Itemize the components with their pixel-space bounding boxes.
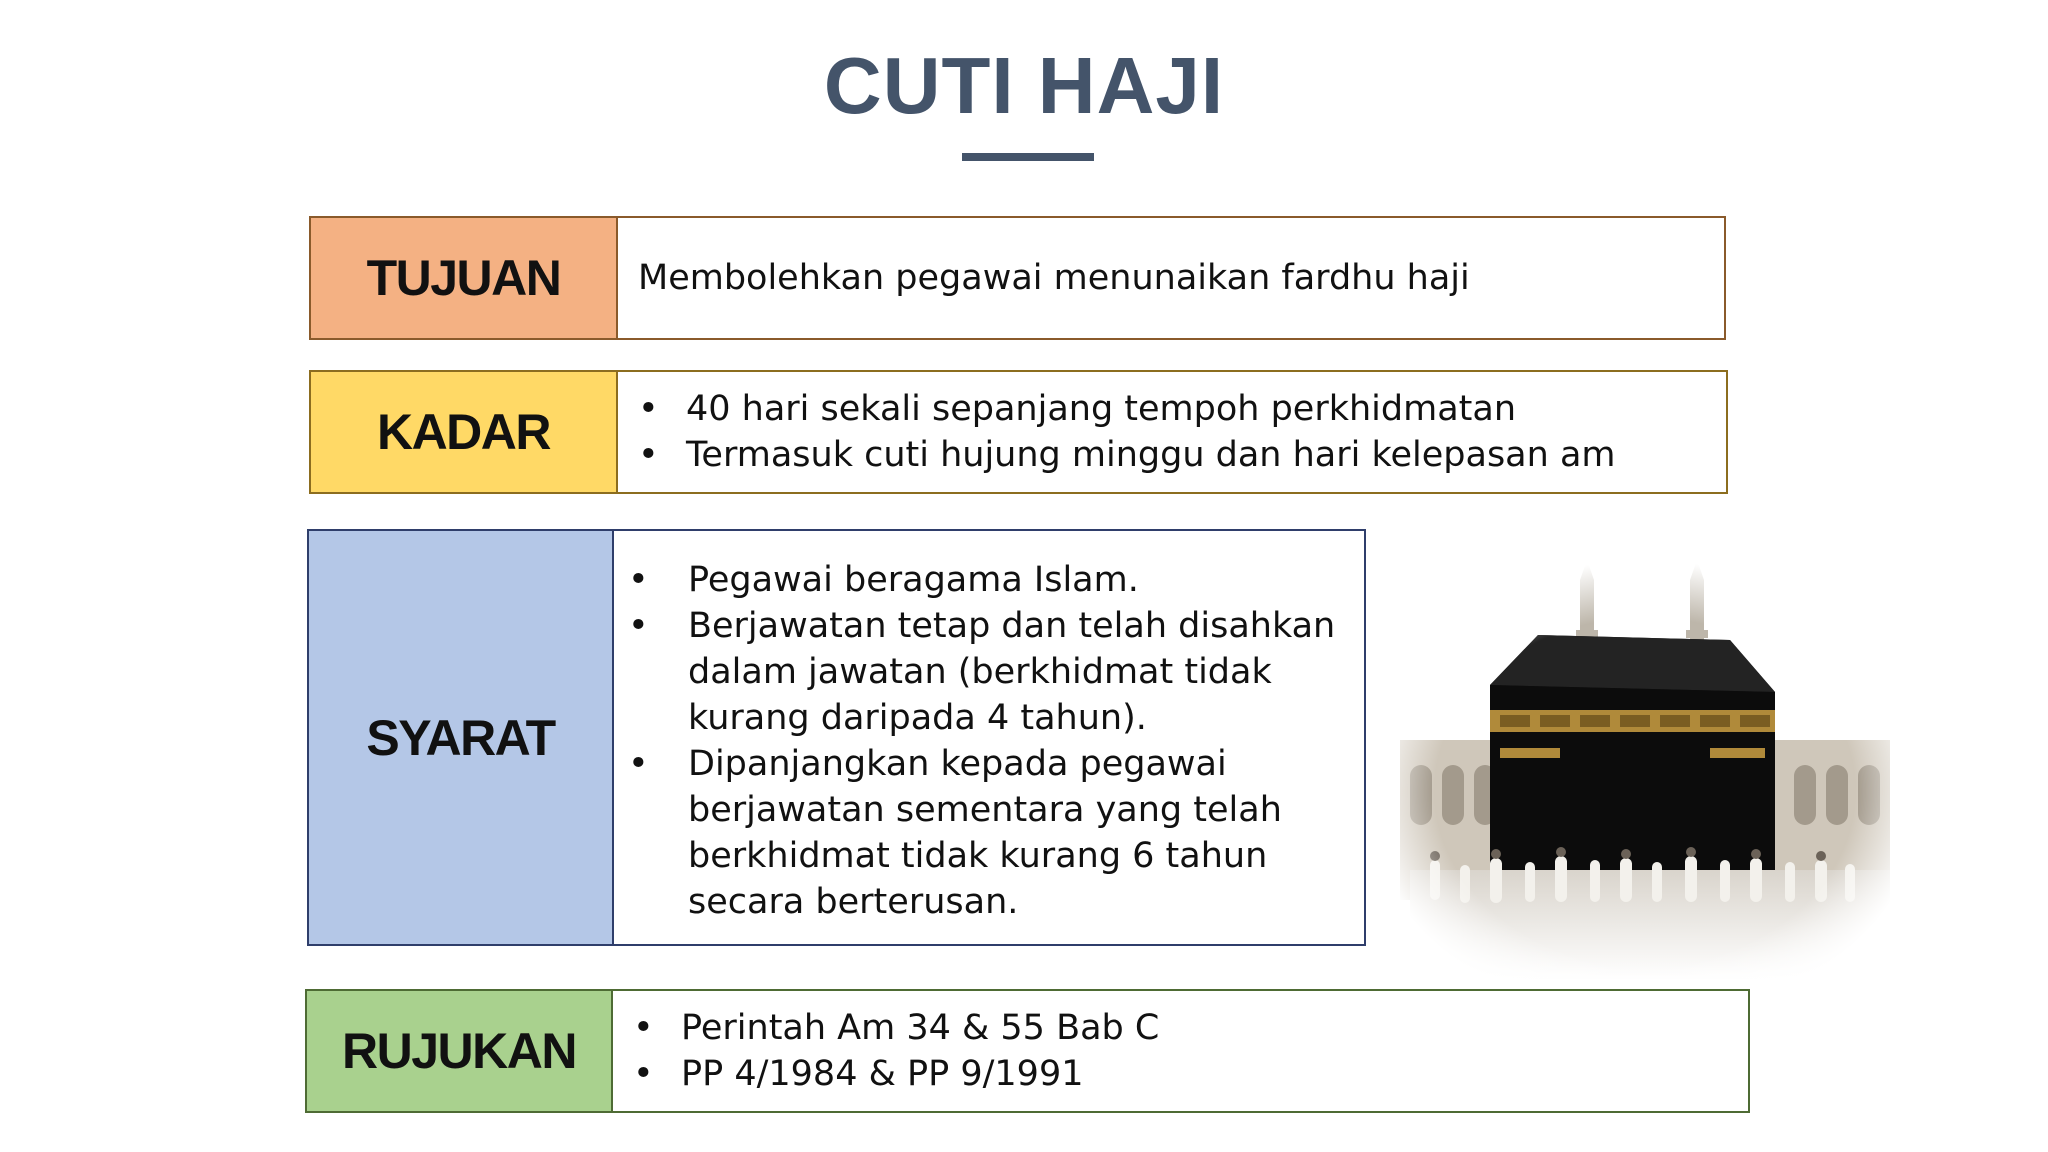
kadar-list	[638, 386, 1615, 478]
kaaba-icon	[1390, 560, 1900, 980]
syarat-label: SYARAT	[309, 531, 614, 944]
list-item: • Pegawai beragama Islam.	[628, 557, 1354, 603]
list-item: • Perintah Am 34 & 55 Bab C	[633, 1005, 1159, 1051]
tujuan-text: Membolehkan pegawai menunaikan fardhu haji	[638, 258, 1470, 298]
page-title: CUTI HAJI	[823, 41, 1225, 130]
list-item: • 40 hari sekali sepanjang tempoh perkhidmatan	[638, 386, 1615, 432]
rujukan-content	[613, 991, 1748, 1111]
title-underline	[962, 153, 1094, 161]
row-syarat	[307, 529, 1366, 946]
list-item: • Berjawatan tetap dan telah disahkan dalam jawatan (berkhidmat tidak kurang daripada 4 tahun).	[628, 603, 1354, 741]
kadar-label: KADAR	[311, 372, 618, 492]
row-tujuan	[309, 216, 1726, 340]
tujuan-content	[618, 218, 1724, 338]
syarat-list	[628, 557, 1354, 925]
rujukan-label: RUJUKAN	[307, 991, 613, 1111]
syarat-content	[614, 531, 1364, 944]
kadar-content	[618, 372, 1726, 492]
list-item: • Dipanjangkan kepada pegawai berjawatan sementara yang telah berkhidmat tidak kurang 6 tahun secara berterusan.	[628, 741, 1354, 925]
tujuan-label: TUJUAN	[311, 218, 618, 338]
list-item: • Termasuk cuti hujung minggu dan hari kelepasan am	[638, 432, 1615, 478]
row-rujukan	[305, 989, 1750, 1113]
rujukan-list	[633, 1005, 1159, 1097]
list-item: • PP 4/1984 & PP 9/1991	[633, 1051, 1159, 1097]
row-kadar	[309, 370, 1728, 494]
kaaba-photo	[1390, 560, 1900, 980]
